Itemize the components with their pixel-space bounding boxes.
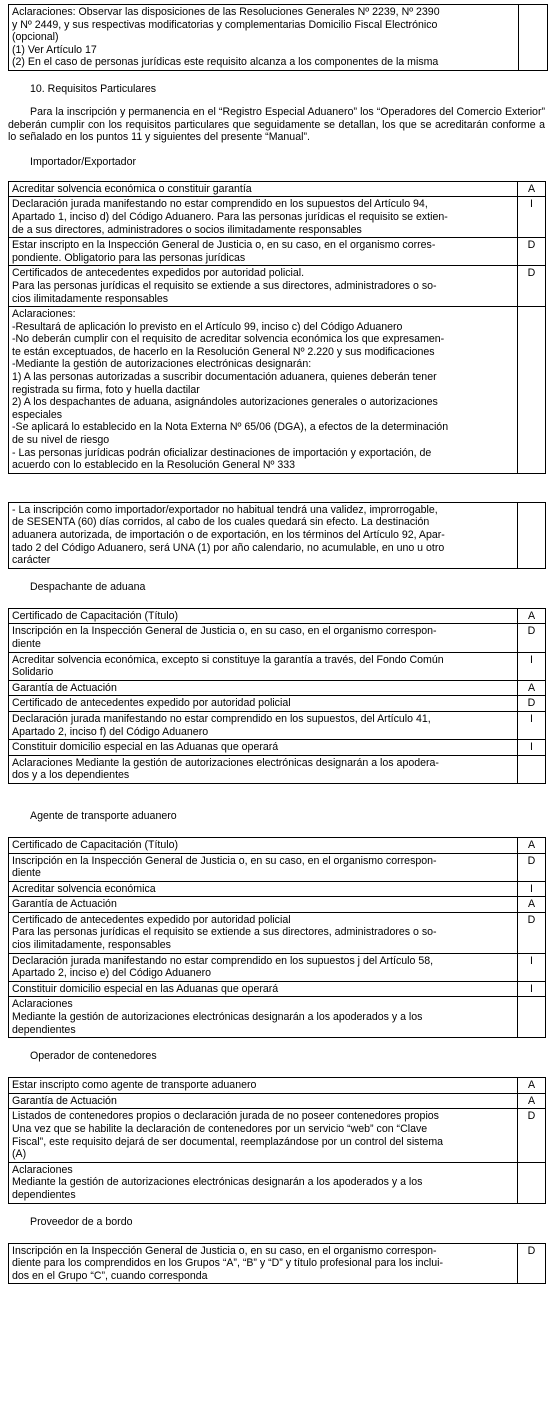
code-cell <box>518 755 546 783</box>
text-line: pondiente. Obligatorio para las personas jurídicas <box>12 251 246 264</box>
text-line: dos en el Grupo “C”, cuando corresponda <box>12 1269 208 1282</box>
table-row <box>9 181 546 197</box>
text-line: 2) A los despachantes de aduana, asignándoles autorizaciones generales o autorizaciones <box>12 396 438 409</box>
text-line: Aclaraciones Mediante la gestión de autorizaciones electrónicas designarán a los apodera- <box>12 756 439 769</box>
requirement-cell <box>9 197 518 238</box>
text-line: cios ilimitadamente responsables <box>12 292 169 305</box>
code-cell: D <box>518 853 546 881</box>
code-cell: A <box>518 1093 546 1109</box>
text-line: Certificado de Capacitación (Título) <box>12 838 179 851</box>
table-row <box>9 1243 546 1284</box>
requirement-cell <box>9 755 518 783</box>
requirement-cell <box>9 837 518 853</box>
text-line: de a sus directores, administradores o socios ilimitadamente responsables <box>12 223 362 236</box>
code-cell: D <box>518 238 546 266</box>
text-line: Apartado 1, inciso d) del Código Aduanero. Para las personas jurídicas el requisito se extien- <box>12 210 448 223</box>
text-line: Listados de contenedores propios o declaración jurada de no poseer contenedores propios <box>12 1110 439 1123</box>
text-line: Una vez que se habilite la declaración de contenedores por un servicio “web” con “Clave <box>12 1123 428 1135</box>
requirement-cell <box>9 897 518 913</box>
text-line: Declaración jurada manifestando no estar comprendido en los supuestos, del Artículo 41, <box>12 712 431 725</box>
text-line: y Nº 2449, y sus respectivas modificatorias y complementarias Domicilio Fiscal Electrónico <box>12 18 438 31</box>
requirement-cell <box>9 711 518 739</box>
table-row <box>9 266 546 307</box>
requirement-cell <box>9 853 518 881</box>
text-line: 1) A las personas autorizadas a suscribir documentación aduanera, quienes deberán tener <box>12 371 437 384</box>
code-cell: D <box>518 1243 546 1284</box>
table-row <box>9 1093 546 1109</box>
section-heading: 10. Requisitos Particulares <box>30 82 157 95</box>
text-line: Garantía de Actuación <box>12 1094 117 1107</box>
text-line: Inscripción en la Inspección General de Justicia o, en su caso, en el organismo correspon- <box>12 1244 437 1257</box>
text-line: Garantía de Actuación <box>12 898 117 911</box>
code-cell: D <box>518 266 546 307</box>
requirement-cell <box>9 912 518 953</box>
table-row <box>9 953 546 981</box>
no-habitual-cell <box>9 502 518 568</box>
text-line: Certificado de antecedentes expedido por autoridad policial <box>12 697 291 710</box>
section-title-proveedor: Proveedor de a bordo <box>30 1215 133 1228</box>
requirement-cell <box>9 181 518 197</box>
requirement-cell <box>9 1093 518 1109</box>
requirement-cell <box>9 881 518 897</box>
text-line: Aclaraciones <box>12 998 73 1011</box>
aclaraciones-general-table <box>8 4 548 71</box>
aclaraciones-general-cell <box>9 5 519 71</box>
text-line: Aclaraciones <box>12 1163 73 1176</box>
text-line: Constituir domicilio especial en las Aduanas que operará <box>12 741 279 754</box>
text-line: dependientes <box>12 1023 76 1036</box>
text-line: - La inscripción como importador/exportador no habitual tendrá una validez, improrrogable, <box>12 503 438 516</box>
text-line: Inscripción en la Inspección General de Justicia o, en su caso, en el organismo correspon- <box>12 625 437 638</box>
text-line: Para las personas jurídicas el requisito se extiende a sus directores, administradores o so- <box>12 279 437 292</box>
agente-table <box>8 837 546 1038</box>
requirement-cell <box>9 266 518 307</box>
code-cell: I <box>518 881 546 897</box>
text-line: dos y a los dependientes <box>12 769 130 782</box>
text-line: Fiscal”, este requisito dejará de ser documental, reemplazándose por un control del sistema <box>12 1135 444 1148</box>
text-line: aduanera autorizada, de importación o de exportación, en los términos del Artículo 92, Apar- <box>12 529 445 541</box>
text-line: registrada su firma, foto y huella dactilar <box>12 383 200 396</box>
code-cell <box>518 307 546 474</box>
code-cell: I <box>518 981 546 997</box>
text-line: - Las personas jurídicas podrán oficializar destinaciones de importación y exportación, de <box>12 446 432 459</box>
table-row <box>9 755 546 783</box>
text-line: Certificado de antecedentes expedido por autoridad policial <box>12 913 291 926</box>
table-row <box>9 197 546 238</box>
code-cell <box>519 5 548 71</box>
table-row <box>9 837 546 853</box>
requirement-cell <box>9 953 518 981</box>
section-title-operador: Operador de contenedores <box>30 1050 157 1063</box>
code-cell: I <box>518 740 546 756</box>
text-line: diente <box>12 637 41 650</box>
text-line: Declaración jurada manifestando no estar comprendido en los supuestos j del Artículo 58, <box>12 954 434 967</box>
despachante-table <box>8 608 546 784</box>
requirement-cell <box>9 624 518 652</box>
table-row <box>9 238 546 266</box>
text-line: te están exceptuados, de hacerlo en la Resolución General Nº 2.220 y sus modificaciones <box>12 345 435 358</box>
text-line: Estar inscripto en la Inspección General de Justicia o, en su caso, en el organismo corres- <box>12 239 436 252</box>
code-cell: D <box>518 624 546 652</box>
text-line: Aclaraciones: <box>12 308 76 321</box>
requirement-cell <box>9 997 518 1038</box>
table-row <box>9 1078 546 1094</box>
requirement-cell <box>9 1162 518 1203</box>
table-row <box>9 881 546 897</box>
requirement-cell <box>9 307 518 474</box>
code-cell: I <box>518 197 546 238</box>
text-line: especiales <box>12 408 63 421</box>
requirement-cell <box>9 1109 518 1162</box>
code-cell: A <box>518 181 546 197</box>
document-page <box>8 4 545 1284</box>
text-line: Garantía de Actuación <box>12 681 117 694</box>
text-line: Apartado 2, inciso e) del Código Aduanero <box>12 967 212 980</box>
table-row <box>9 696 546 712</box>
table-row <box>9 680 546 696</box>
importador-table <box>8 181 546 474</box>
requirement-cell <box>9 1078 518 1094</box>
code-cell: I <box>518 711 546 739</box>
code-cell: A <box>518 897 546 913</box>
text-line: Declaración jurada manifestando no estar comprendido en los supuestos del Artículo 94, <box>12 198 428 211</box>
text-line: de su nivel de riesgo <box>12 434 110 447</box>
text-line: (1) Ver Artículo 17 <box>12 43 97 56</box>
text-line: acuerdo con lo establecido en la Resolución General Nº 333 <box>12 459 296 472</box>
text-line: Mediante la gestión de autorizaciones electrónicas designarán a los apoderados y a los <box>12 1011 423 1024</box>
text-line: Aclaraciones: Observar las disposiciones de las Resoluciones Generales Nº 2239, Nº 2390 <box>12 6 440 18</box>
text-line: (2) En el caso de personas jurídicas este requisito alcanza a los componentes de la misma <box>12 56 439 69</box>
requirement-cell <box>9 652 518 680</box>
section-title-despachante: Despachante de aduana <box>30 580 146 593</box>
requirement-cell <box>9 238 518 266</box>
text-line: Certificado de Capacitación (Título) <box>12 609 179 622</box>
requirement-cell <box>9 1243 518 1284</box>
text-line: -Se aplicará lo establecido en la Nota Externa Nº 65/06 (DGA), a efectos de la determinación <box>12 421 449 434</box>
table-row <box>9 997 546 1038</box>
code-cell <box>518 502 546 568</box>
table-row <box>9 1109 546 1162</box>
text-line: tado 2 del Código Aduanero, será UNA (1) por año calendario, no acumulable, en uno u otro <box>12 541 445 554</box>
text-line: Inscripción en la Inspección General de Justicia o, en su caso, en el organismo correspon- <box>12 854 437 867</box>
text-line: Estar inscripto como agente de transporte aduanero <box>12 1079 257 1092</box>
text-line: cios ilimitadamente, responsables <box>12 939 171 952</box>
table-row <box>9 897 546 913</box>
section-title-agente: Agente de transporte aduanero <box>30 809 177 822</box>
code-cell <box>518 1162 546 1203</box>
text-line: Solidario <box>12 666 54 679</box>
table-row <box>9 608 546 624</box>
table-row <box>9 711 546 739</box>
intro-paragraph: Para la inscripción y permanencia en el “Registro Especial Aduanero” los “Operadores del Comercio Exterior” deberán cumplir con los requisitos particulares que seguidamente se detallan, los que se acreditarán conforme a lo señalado en los puntos 11 y siguientes del presente “Manual”. <box>8 105 545 144</box>
no-habitual-table <box>8 502 546 569</box>
table-row <box>9 981 546 997</box>
text-line: -Resultará de aplicación lo previsto en el Artículo 99, inciso c) del Código Aduanero <box>12 320 403 333</box>
table-row <box>9 740 546 756</box>
text-line: -Mediante la gestión de autorizaciones electrónicas designarán: <box>12 358 312 371</box>
requirement-cell <box>9 608 518 624</box>
table-row <box>9 912 546 953</box>
code-cell: D <box>518 1109 546 1162</box>
proveedor-table <box>8 1243 546 1285</box>
table-row <box>9 853 546 881</box>
text-line: dependientes <box>12 1188 76 1201</box>
code-cell <box>518 997 546 1038</box>
text-line: Acreditar solvencia económica <box>12 882 156 895</box>
code-cell: D <box>518 912 546 953</box>
text-line: carácter <box>12 554 51 567</box>
text-line: (A) <box>12 1148 27 1161</box>
text-line: diente <box>12 867 41 880</box>
code-cell: I <box>518 953 546 981</box>
text-line: Apartado 2, inciso f) del Código Aduanero <box>12 725 209 738</box>
code-cell: I <box>518 652 546 680</box>
code-cell: A <box>518 680 546 696</box>
table-row <box>9 1162 546 1203</box>
text-line: Para las personas jurídicas el requisito se extiende a sus directores, administradores o so- <box>12 926 437 939</box>
text-line: Certificados de antecedentes expedidos por autoridad policial. <box>12 267 305 280</box>
requirement-cell <box>9 740 518 756</box>
code-cell: A <box>518 837 546 853</box>
requirement-cell <box>9 981 518 997</box>
requirement-cell <box>9 696 518 712</box>
text-line: Mediante la gestión de autorizaciones electrónicas designarán a los apoderados y a los <box>12 1176 423 1189</box>
text-line: diente para los comprendidos en los Grupos “A”, “B” y “D” y título profesional para los inclui- <box>12 1257 444 1270</box>
table-row <box>9 307 546 474</box>
table-row <box>9 624 546 652</box>
text-line: (opcional) <box>12 31 59 44</box>
text-line: -No deberán cumplir con el requisito de acreditar solvencia económica los que expresamen- <box>12 333 445 346</box>
text-line: Acreditar solvencia económica o constituir garantía <box>12 182 252 195</box>
requirement-cell <box>9 680 518 696</box>
operador-table <box>8 1077 546 1203</box>
section-title-importador: Importador/Exportador <box>30 155 136 168</box>
code-cell: D <box>518 696 546 712</box>
code-cell: A <box>518 608 546 624</box>
text-line: de SESENTA (60) días corridos, al cabo de los cuales quedará sin efecto. La destinación <box>12 516 430 529</box>
code-cell: A <box>518 1078 546 1094</box>
text-line: Constituir domicilio especial en las Aduanas que operará <box>12 982 279 995</box>
text-line: Acreditar solvencia económica, excepto si constituye la garantía a través, del Fondo Común <box>12 653 444 666</box>
table-row <box>9 652 546 680</box>
